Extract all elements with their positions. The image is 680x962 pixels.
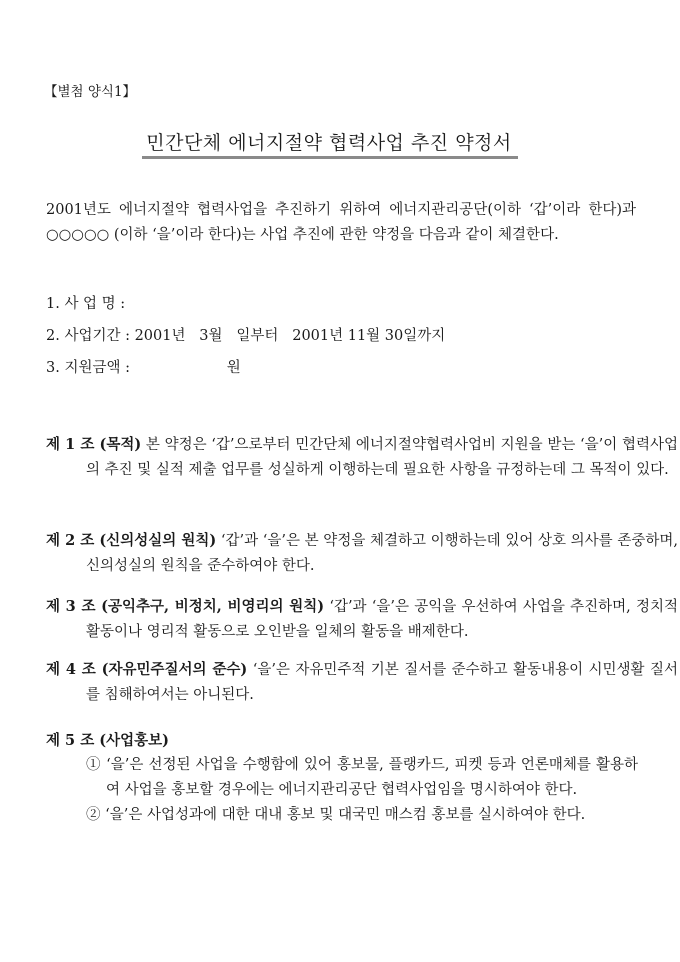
article-5-heading: 제 5 조 (사업홍보) (46, 732, 169, 749)
article-4 (46, 657, 678, 708)
article-4-body: ‘을’은 자유민주적 기본 질서를 준수하고 활동내용이 시민생활 질서를 침해하여서는 아니된다. (86, 662, 678, 703)
article-2-body: ‘갑’과 ‘을’은 본 약정을 체결하고 이행하는데 있어 상호 의사를 존중하며, 신의성실의 원칙을 준수하여야 한다. (86, 533, 678, 574)
summary-items (46, 292, 636, 388)
article-1-body: 본 약정은 ‘갑’으로부터 민간단체 에너지절약협력사업비 지원을 받는 ‘을’이 협력사업의 추진 및 실적 제출 업무를 성실하게 이행하는데 필요한 사항을 규정하는데 그 목적이 있다. (86, 437, 679, 478)
article-3 (46, 594, 678, 645)
article-2-heading: 제 2 조 (신의성실의 원칙) (46, 532, 217, 549)
intro-paragraph: 2001년도 에너지절약 협력사업을 추진하기 위하여 에너지관리공단(이하 ‘갑’이라 한다)과 ○○○○○ (이하 ‘을’이라 한다)는 사업 추진에 관한 약정을 다음과 같이 체결한다. (46, 202, 636, 243)
item-project-period: 2. 사업기간 : 2001년 3월 일부터 2001년 11월 30일까지 (46, 328, 446, 344)
article-3-heading: 제 3 조 (공익추구, 비정치, 비영리의 원칙) (46, 598, 325, 615)
item-support-amount: 3. 지원금액 : 원 (46, 360, 241, 376)
article-1 (46, 432, 678, 483)
article-2 (46, 528, 678, 579)
document-title: 민간단체 에너지절약 협력사업 추진 약정서 (146, 132, 512, 154)
attachment-label: 【별첨 양식1】 (44, 84, 137, 100)
article-1-heading: 제 1 조 (목적) (46, 436, 142, 453)
item-project-name: 1. 사 업 명 : (46, 296, 126, 312)
article-5-subitem-2: ② ‘을’은 사업성과에 대한 대내 홍보 및 대국민 매스컴 홍보를 실시하여야 한다. (86, 807, 586, 823)
article-3-body: ‘갑’과 ‘을’은 공익을 우선하여 사업을 추진하며, 정치적 활동이나 영리적 활동으로 오인받을 일체의 활동을 배제한다. (86, 599, 678, 640)
title-underline (142, 156, 518, 159)
article-5-subitem-1: ① ‘을’은 선정된 사업을 수행함에 있어 홍보물, 플랭카드, 피켓 등과 언론매체를 활용하여 사업을 홍보할 경우에는 에너지관리공단 협력사업임을 명시하여야 한다. (86, 757, 638, 798)
article-4-heading: 제 4 조 (자유민주질서의 준수) (46, 661, 248, 678)
article-5 (46, 728, 638, 828)
